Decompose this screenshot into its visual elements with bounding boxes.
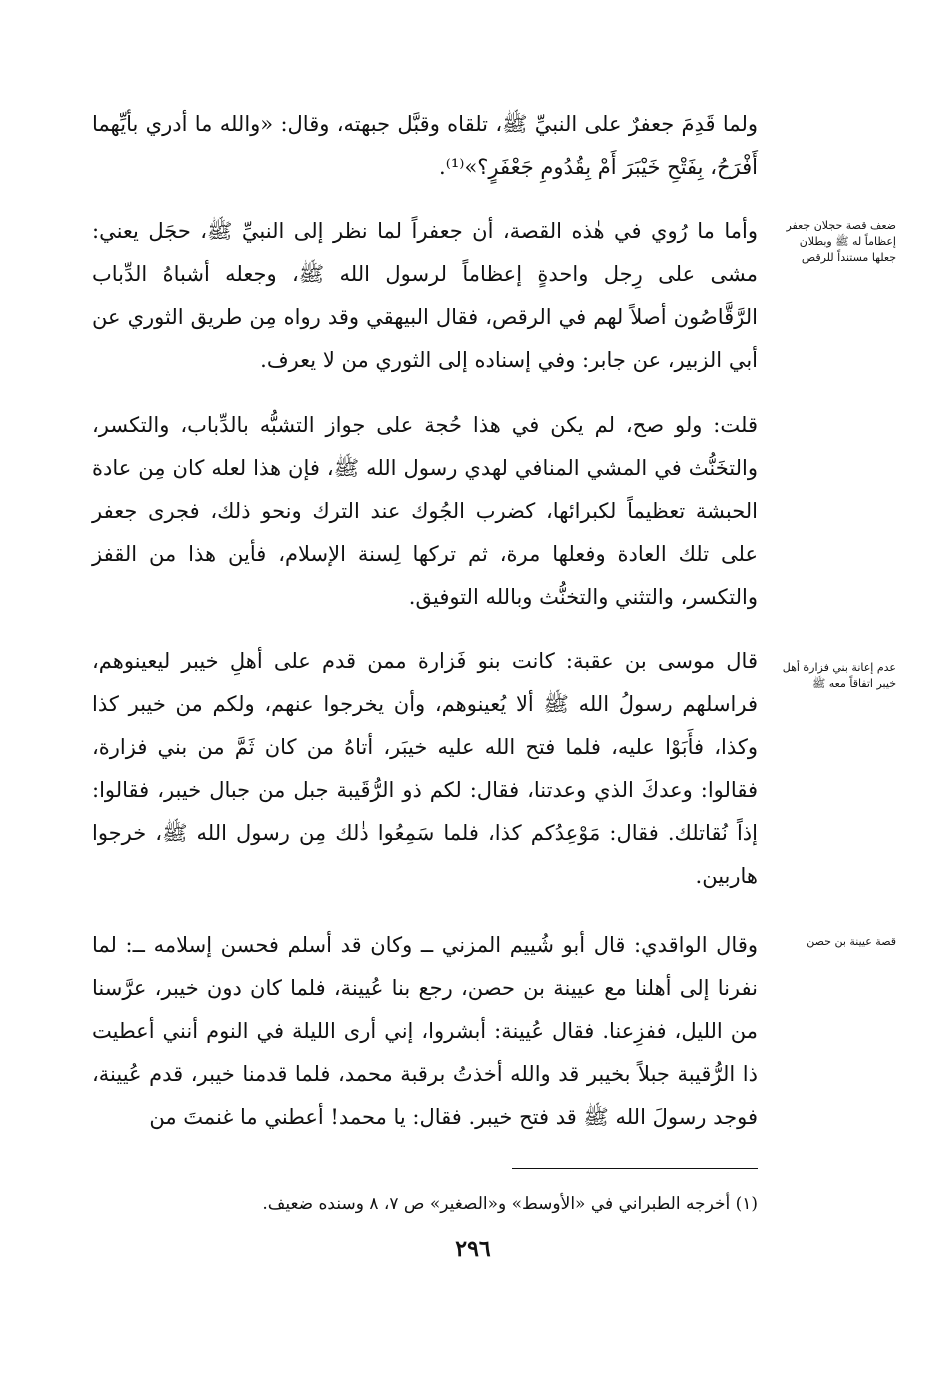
- side-note-3: قصة عيينة بن حصن: [806, 935, 896, 948]
- paragraph-5: وقال الواقدي: قال أبو شُييم المزني ــ وكان قد أسلم فحسن إسلامه ــ: لما نفرنا إلى أهلنا مع عيينة بن حصن، رجع بنا عُيينة، فلما كان دون خيبر، عرَّسنا من الليل، ففزِعنا. فقال عُيينة: أبشروا، إني أرى الليلة في النوم أنني أعطيت ذا الرُّقيبة جبلاً بخيبر قد والله أخذتُ برقبة محمد، فلما قدمنا خيبر، قدم عُيينة، فوجد رسولَ الله ﷺ قد فتح خيبر. فقال: يا محمد! أعطني ما غنمتَ من: [92, 933, 758, 1129]
- footnote-separator: [512, 1168, 758, 1169]
- paragraph-3: قلت: ولو صح، لم يكن في هذا حُجة على جواز التشبُّه بالدِّباب، والتكسر، والتخَنُّث في المشي المنافي لهدي رسول الله ﷺ، فإن هذا لعله كان مِن عادة الحبشة تعظيماً لكبرائها، كضرب الجُوك عند الترك ونحو ذلك، فجرى جعفر على تلك العادة وفعلها مرة، ثم تركها لِسنة الإسلام، فأين هذا من القفز والتكسر، والتثني والتخنُّث وبالله التوفيق.: [92, 413, 758, 609]
- side-note-2: عدم إعانة بني فزارة أهل خيبر اتفاقاً معه ﷺ: [782, 661, 896, 690]
- footnote: (١) أخرجه الطبراني في «الأوسط» و«الصغير» ص ٧، ٨ وسنده ضعيف.: [262, 1194, 758, 1214]
- paragraph-2: وأما ما رُوي في هٰذه القصة، أن جعفراً لما نظر إلى النبيِّ ﷺ، حجَل يعني: مشى على رِجل واحدةٍ إعظاماً لرسول الله ﷺ، وجعله أشباهُ الدِّباب الرَّقَّاصُون أصلاً لهم في الرقص، فقال البيهقي وقد رواه مِن طريق الثوري عن أبي الزبير، عن جابر: وفي إسناده إلى الثوري من لا يعرف.: [92, 219, 758, 372]
- paragraph-1: ولما قَدِمَ جعفرٌ على النبيِّ ﷺ، تلقاه وقبَّل جبهته، وقال: «والله ما أدري بأيِّهما أَفْرَحُ، بِفَتْحِ خَيْبَرَ أَمْ بِقُدُومِ جَعْفَرٍ؟»⁽¹⁾.: [92, 112, 758, 179]
- side-note-1: ضعف قصة حجلان جعفر إعظاماً له ﷺ وبطلان جعلها مستنداً للرقص: [786, 219, 896, 264]
- paragraph-4: قال موسى بن عقبة: كانت بنو فَزارة ممن قدم على أهلِ خيبر ليعينوهم، فراسلهم رسولُ الله ﷺ ألا يُعينوهم، وأن يخرجوا عنهم، ولكم من خيبر كذا وكذا، فأَبَوْا عليه، فلما فتح الله عليه خيبَر، أتاهُ من كان ثَمَّ من بني فزارة، فقالوا: وعدكَ الذي وعدتنا، فقال: لكم ذو الرُّقَيبة جبل من جبال خيبر، فقالوا: إذاً نُقاتلك. فقال: مَوْعِدُكم كذا، فلما سَمِعُوا ذٰلك مِن رسول الله ﷺ، خرجوا هاربين.: [92, 649, 758, 888]
- page-number: ٢٩٦: [455, 1236, 491, 1262]
